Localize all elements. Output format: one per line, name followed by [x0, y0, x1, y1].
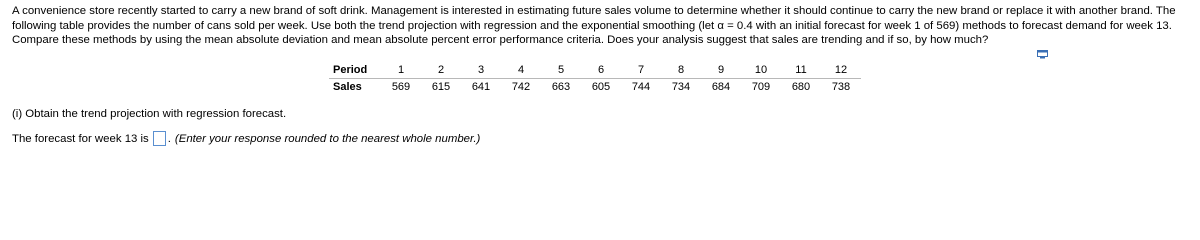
sales-cell: 738 — [831, 81, 851, 93]
sales-header: Sales — [333, 81, 362, 93]
period-header: Period — [329, 62, 381, 79]
sales-cell: 615 — [431, 81, 451, 93]
period-cell: 3 — [461, 62, 501, 79]
answer-line — [12, 131, 480, 146]
answer-prompt: The forecast for week 13 is — [12, 132, 149, 145]
sales-cell: 569 — [391, 81, 411, 93]
sales-cell: 742 — [511, 81, 531, 93]
answer-period: . — [167, 132, 171, 145]
period-cell: 12 — [821, 62, 861, 79]
sales-cell: 744 — [631, 81, 651, 93]
period-cell: 6 — [581, 62, 621, 79]
sales-cell: 605 — [591, 81, 611, 93]
copy-table-icon[interactable] — [1037, 50, 1048, 59]
rounding-hint: (Enter your response rounded to the nearest whole number.) — [174, 132, 481, 145]
period-cell: 7 — [621, 62, 661, 79]
period-cell: 10 — [741, 62, 781, 79]
sales-cell: 684 — [711, 81, 731, 93]
period-cell: 8 — [661, 62, 701, 79]
period-cell: 4 — [501, 62, 541, 79]
period-cell: 2 — [421, 62, 461, 79]
sales-cell: 663 — [551, 81, 571, 93]
sales-cell: 680 — [791, 81, 811, 93]
sales-cell: 734 — [671, 81, 691, 93]
period-cell: 11 — [781, 62, 821, 79]
sales-cell: 709 — [751, 81, 771, 93]
sales-row — [329, 79, 861, 96]
period-cell: 5 — [541, 62, 581, 79]
period-row — [329, 62, 861, 79]
forecast-answer-input[interactable] — [153, 131, 166, 146]
period-cell: 1 — [381, 62, 421, 79]
problem-statement: A convenience store recently started to carry a new brand of soft drink. Management is interested in estimating future sales volume to determine whether it should continue to carry the new brand or replace it with another brand. The following table provides the number of cans sold per week. Use both the trend projection with regression and the exponential smoothing (let α = 0.4 with an initial forecast for week 1 of 569) methods to forecast demand for week 13. Compare these methods by using the mean absolute deviation and mean absolute percent error performance criteria. Does your analysis suggest that sales are trending and if so, by how much? — [12, 5, 1176, 46]
sales-data-table — [329, 62, 861, 95]
sales-cell: 641 — [471, 81, 491, 93]
part-i-heading: (i) Obtain the trend projection with regression forecast. — [12, 108, 287, 120]
period-cell: 9 — [701, 62, 741, 79]
